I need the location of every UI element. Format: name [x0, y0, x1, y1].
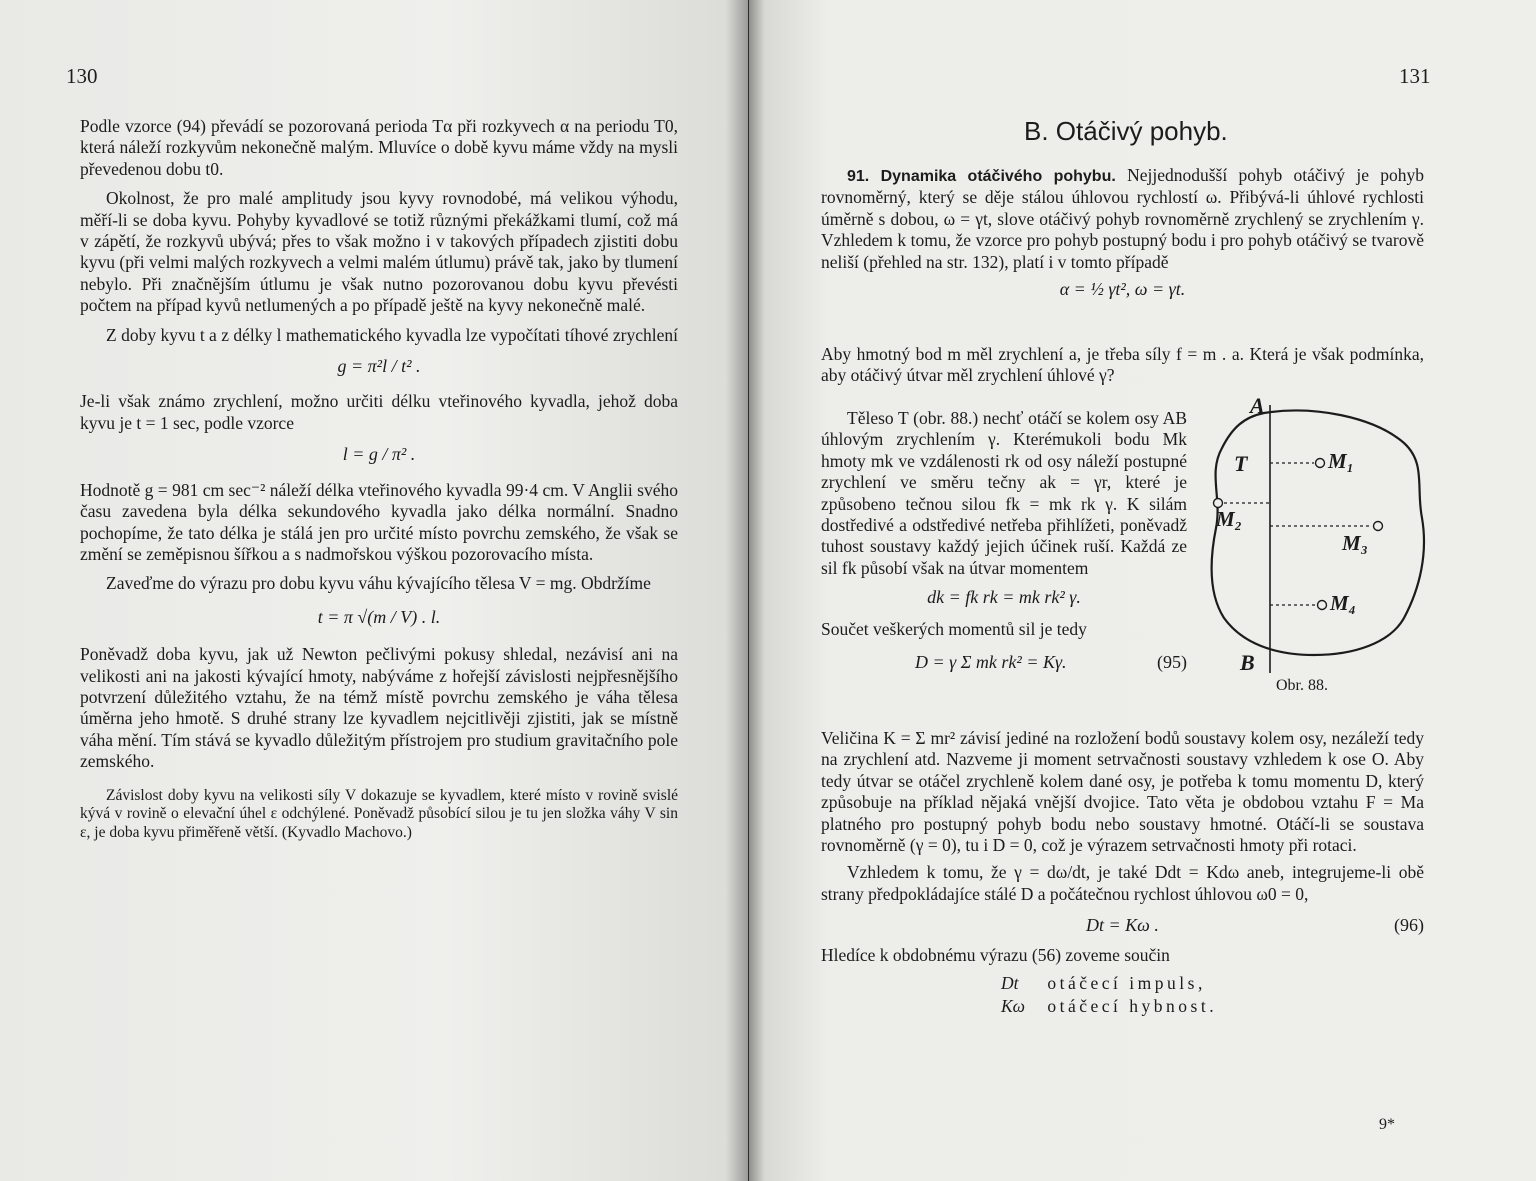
- paragraph-body-T: Těleso T (obr. 88.) nechť otáčí se kolem osy AB úhlovým zrychlením γ. Kterémukoli bodu Mk hmoty mk ve vzdálenosti rk od osy náleží postupné zrychlení ve směru tečny ak = γr, které je způsobeno tečnou silou fk = mk rk γ. K silám dostředivé a odstředivé netřeba přihlížeti, poněvadž tuhost soustavy každý jejich účinek ruší. Každá ze sil fk působí však na útvar momentem: [821, 408, 1187, 578]
- point-M1: [1316, 459, 1325, 468]
- definition-momentum: [1001, 996, 1424, 1017]
- term-impulse: otáčecí impuls,: [1047, 972, 1206, 993]
- right-page-p2: [821, 344, 1424, 387]
- page-number-left: 130: [66, 64, 98, 88]
- label-M2: M₂: [1216, 507, 1242, 531]
- label-M3: M₃: [1342, 531, 1368, 555]
- equation-D: D = γ Σ mk rk² = Kγ.: [915, 652, 1067, 673]
- paragraph-amplitude: Okolnost, že pro malé amplitudy jsou kyvy rovnodobé, má velikou výhodu, měří-li se doba kyvu. Pohyby kyvadlové se totiž různými překážkami tlumí, což má v zápětí, že rozkyvů ubývá; přes to však možno i v takových případech zjistiti dobu kyvu (při velmi malých rozkyvech a velmi malém útlumu) právě tak, jako by tlumení nebylo. Při značnějším útlumu je však nutno pozorovanou dobu kyvu převésti počtem na případ kyvů netlumených a po případě ještě na kyvy nekonečně malé.: [80, 188, 678, 316]
- paragraph-period: Podle vzorce (94) převádí se pozorovaná perioda Tα při rozkyvech α na periodu T0, která náleží rozkyvům nekonečně malým. Mluvíce o době kyvu máme vždy na mysli převedenou dobu t0.: [80, 116, 678, 179]
- right-page-top-text: [821, 165, 1424, 306]
- symbol-Komega: Kω: [1001, 996, 1026, 1017]
- equation-Dt: Dt = Kω .: [1086, 915, 1159, 936]
- paragraph-integration: Vzhledem k tomu, že γ = dω/dt, je také Ddt = Kdω aneb, integrujeme-li obě strany předpokládajíce stálé D a počátečnou rychlost úhlovou ω0 = 0,: [821, 862, 1424, 904]
- figure-88-drawing: [1204, 393, 1434, 703]
- signature-mark: 9*: [1379, 1116, 1395, 1133]
- equation-t: t = π √(m / V) . l.: [317, 606, 441, 627]
- equation-number-95: (95): [1157, 652, 1187, 673]
- point-M3: [1374, 522, 1383, 531]
- paragraph-length-value: Hodnotě g = 981 cm sec⁻² náleží délka vteřinového kyvadla 99·4 cm. V Anglii svého času zavedena byla délka sekundového kyvadla jako délka normální. Snadno pochopíme, že tato délka je stálá jen pro určité místo povrchu zemského, že však se změní se zeměpisnou šířkou a s nadmořskou výškou pozorovacího místa.: [80, 479, 678, 564]
- left-page-text: [80, 116, 678, 842]
- label-A: A: [1250, 393, 1265, 418]
- figure-caption: Obr. 88.: [1276, 677, 1328, 694]
- symbol-Dt: Dt: [1001, 972, 1019, 993]
- equation-l: l = g / π² .: [342, 444, 416, 465]
- equation-g: g = π²l / t² .: [337, 356, 421, 377]
- paragraph-condition: Aby hmotný bod m měl zrychlení a, je třeba síly f = m . a. Která je však podmínka, aby otáčivý útvar měl zrychlení úhlové γ?: [821, 344, 1424, 386]
- label-B: B: [1240, 650, 1255, 675]
- paragraph-mach-note: Závislost doby kyvu na velikosti síly V dokazuje se kyvadlem, které místo v rovině svislé kývá v rovině o elevační úhel ε odchýlené. Poněvadž působící silou je tu jen složka váhy V sin ε, je doba kyvu přiměřeně větší. (Kyvadlo Machovo.): [80, 786, 678, 841]
- equation-dk: dk = fk rk = mk rk² γ.: [927, 587, 1081, 608]
- paragraph-gravity: Z doby kyvu t a z délky l mathematického kyvadla lze vypočítati tíhové zrychlení: [106, 324, 678, 345]
- paragraph-rotation-intro: [821, 165, 1424, 273]
- paragraph-seconds-pendulum: Je-li však známo zrychlení, možno určiti délku vteřinového kyvadla, jehož doba kyvu je t = 1 sec, podle vzorce: [80, 391, 678, 433]
- right-page-column-text: [821, 408, 1187, 678]
- section-label: 91. Dynamika otáčivého pohybu.: [847, 168, 1116, 185]
- label-M1: M₁: [1328, 449, 1354, 473]
- label-T: T: [1234, 451, 1248, 476]
- equation-alpha-omega: α = ½ γt², ω = γt.: [1059, 279, 1186, 300]
- right-page-bottom-text: [821, 728, 1424, 1017]
- equation-95-row: [821, 648, 1187, 678]
- figure-88: [1204, 393, 1434, 703]
- equation-96-row: [821, 911, 1424, 941]
- body-outline: [1212, 411, 1424, 655]
- paragraph-sum-moments: Součet veškerých momentů sil je tedy: [821, 618, 1087, 639]
- left-page: [0, 0, 748, 1181]
- term-momentum: otáčecí hybnost.: [1047, 996, 1218, 1017]
- label-M4: M₄: [1330, 591, 1356, 615]
- chapter-heading: B. Otáčivý pohyb.: [1024, 116, 1228, 146]
- paragraph-moment-inertia: Veličina K = Σ mr² závisí jediné na rozložení bodů soustavy kolem osy, nezáleží tedy na zrychlení atd. Nazveme ji moment setrvačnosti soustavy vzhledem k ose O. Aby tedy útvar se otáčel zrychleně kolem dané osy, je potřeba k tomu momentu D, který způsobuje na příklad nějaká vnější dvojice. Tato věta je obdobou vztahu F = Ma platného pro postupný pohyb bodu nebo soustavy hmotné. Otáčí-li se soustava rovnoměrně (γ = 0), tu i D = 0, což je výrazem setrvačnosti hmoty při rotaci.: [821, 728, 1424, 856]
- right-page: [749, 0, 1536, 1181]
- point-M4: [1318, 601, 1327, 610]
- paragraph-rotation-text: Nejjednodušší pohyb otáčivý je pohyb rovnoměrný, který se děje stálou úhlovou rychlostí ω. Přibývá-li úhlové rychlosti úměrně s dobou, ω = γt, slove otáčivý pohyb rovnoměrně zrychlený se zrychlením γ. Vzhledem k tomu, že vzorce pro pohyb postupný bodu i pro pohyb otáčivý se tvarově neliší (přehled na str. 132), platí i v tomto případě: [821, 165, 1424, 272]
- definition-impulse: [1001, 973, 1424, 994]
- equation-number-96: (96): [1394, 915, 1424, 936]
- paragraph-analogy: Hledíce k obdobnému výrazu (56) zoveme součin: [821, 945, 1170, 966]
- paragraph-weight: Zaveďme do výrazu pro dobu kyvu váhu kývajícího tělesa V = mg. Obdržíme: [106, 573, 651, 594]
- page-number-right: 131: [1399, 64, 1431, 88]
- paragraph-newton: Poněvadž doba kyvu, jak už Newton pečlivými pokusy shledal, nezávisí ani na velikosti ani na jakosti kývající hmoty, nabýváme z hořejší závislosti nejpřesnějšího potvrzení důležitého vztahu, že na témž místě povrchu zemského je váha tělesa úměrna jeho hmotě. S druhé strany lze kyvadlem nejcitlivěji zjistiti, jak se místně váha mění. Tím stává se kyvadlo důležitým přístrojem pro studium gravitačního pole zemského.: [80, 644, 678, 772]
